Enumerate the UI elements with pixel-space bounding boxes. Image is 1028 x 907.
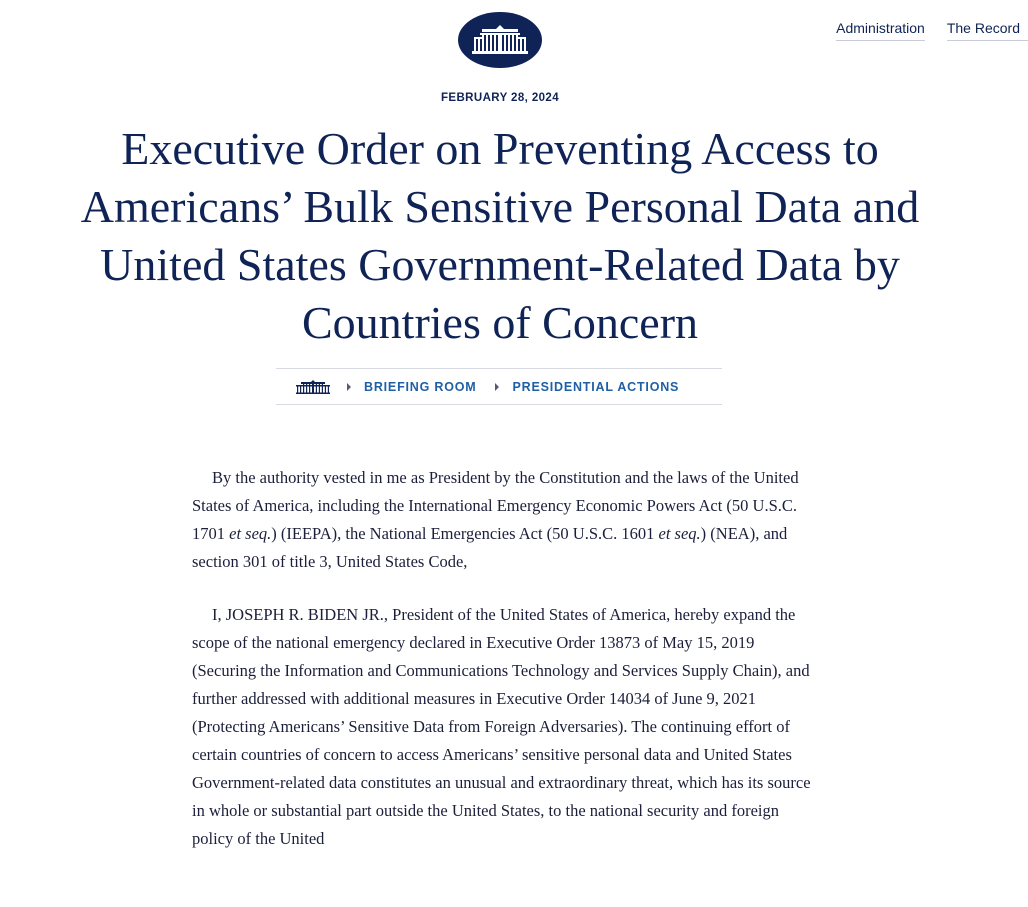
text-run-italic: et seq. [229,524,272,543]
paragraph-declaration: I, JOSEPH R. BIDEN JR., President of the United States of America, hereby expand the scope of the national emergency declared in Executive Order 13873 of May 15, 2019 (Securing the Information and Communications Technology and Services Supply Chain), and further addressed with additional measures in Executive Order 14034 of June 9, 2021 (Protecting Americans’ Sensitive Data from Foreign Adversaries). The continuing effort of certain countries of concern to access Americans’ sensitive personal data and United States Government-related data constitutes an unusual and extraordinary threat, which has its source in whole or substantial part outside the United States, to the national security and foreign policy of the United [192,605,811,848]
site-header [0,0,1028,80]
text-run: By the authority vested in me as President by the Constitution and the laws of the United States of America, including the International Emergency Economic Powers Act (50 U.S.C. 1701 [192,468,799,543]
text-run-italic: et seq. [658,524,701,543]
article-body [192,464,812,878]
article-date: FEBRUARY 28, 2024 [440,92,559,104]
breadcrumb-briefing-room[interactable]: BRIEFING ROOM [364,379,477,394]
breadcrumb-home[interactable] [296,379,332,395]
page-title: Executive Order on Preventing Access to Americans’ Bulk Sensitive Personal Data and United States Government-Related Data by Countries of Concern [80,123,920,348]
white-house-icon [296,380,330,394]
chevron-right-icon [344,379,354,395]
text-run: ) (IEEPA), the National Emergencies Act (50 U.S.C. 1601 [271,524,659,543]
top-nav [836,20,1028,41]
nav-link-the-record[interactable]: The Record [947,20,1028,41]
paragraph-authority [192,464,812,576]
white-house-logo[interactable] [458,12,542,68]
nav-link-administration[interactable]: Administration [836,20,925,41]
chevron-right-icon [492,379,502,395]
white-house-icon [472,25,528,55]
breadcrumb-presidential-actions[interactable]: PRESIDENTIAL ACTIONS [512,379,680,394]
breadcrumb [276,368,722,405]
text-run: ) (NEA), and section 301 of title 3, United States Code, [192,524,788,571]
